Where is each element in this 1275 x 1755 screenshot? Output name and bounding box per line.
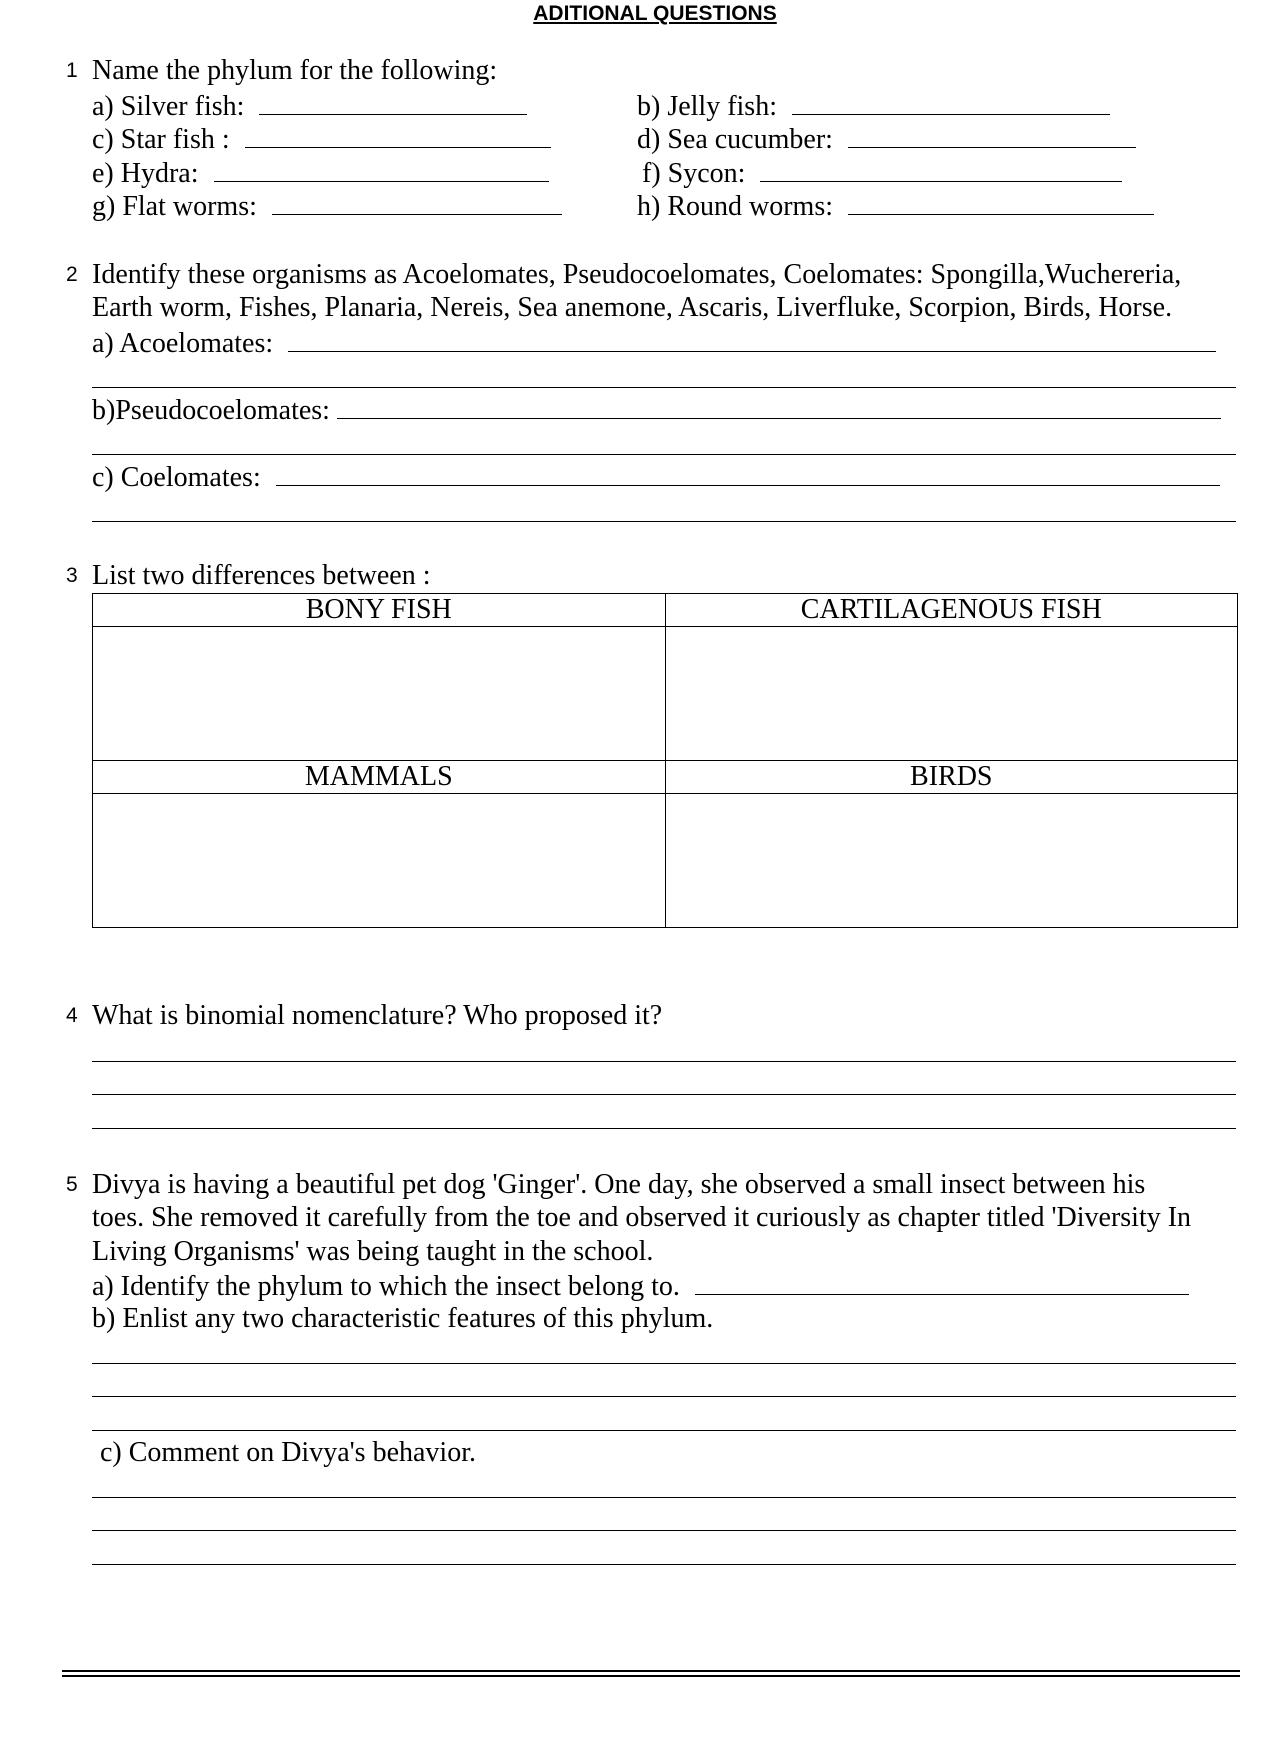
item-label: g) Flat worms: — [92, 191, 257, 222]
answer-blank[interactable] — [214, 155, 549, 182]
item-label: a) Identify the phylum to which the insect belong to. — [92, 1271, 680, 1302]
answer-line[interactable] — [92, 1564, 1236, 1565]
item-label: c) Coelomates: — [92, 462, 261, 493]
column-header: CARTILAGENOUS FISH — [665, 594, 1238, 627]
footer-double-rule — [62, 1670, 1240, 1672]
answer-blank[interactable] — [337, 392, 1221, 419]
question-prompt: Name the phylum for the following: — [92, 55, 498, 86]
differences-table — [92, 593, 1238, 928]
page-title: ADITIONAL QUESTIONS — [533, 2, 777, 25]
question-text-line: Identify these organisms as Acoelomates, Pseudocoelomates, Coelomates: Spongilla,Wuchereria, — [92, 259, 1182, 290]
answer-line[interactable] — [92, 1128, 1236, 1129]
q5-part-a — [92, 1268, 1189, 1304]
q2-part-c — [92, 459, 1220, 495]
question-prompt: What is binomial nomenclature? Who proposed it? — [92, 1000, 663, 1031]
question-number: 5 — [66, 1173, 78, 1196]
answer-cell[interactable] — [665, 627, 1238, 761]
answer-blank[interactable] — [272, 188, 562, 215]
item-label: h) Round worms: — [637, 191, 833, 222]
question-text-line: Divya is having a beautiful pet dog 'Ginger'. One day, she observed a small insect between his — [92, 1169, 1146, 1200]
answer-cell[interactable] — [93, 794, 666, 928]
answer-line[interactable] — [92, 1061, 1236, 1062]
item-label: d) Sea cucumber: — [637, 124, 833, 155]
question-text-line: Living Organisms' was being taught in the school. — [92, 1236, 654, 1267]
q2-part-b — [92, 392, 1221, 428]
answer-cell[interactable] — [665, 794, 1238, 928]
item-label: b)Pseudocoelomates: — [92, 395, 330, 426]
question-text-line: toes. She removed it carefully from the toe and observed it curiously as chapter titled 'Diversity In — [92, 1202, 1192, 1233]
q5-part-c: c) Comment on Divya's behavior. — [100, 1437, 476, 1468]
answer-blank[interactable] — [792, 88, 1110, 115]
answer-line[interactable] — [92, 1363, 1236, 1364]
answer-blank[interactable] — [848, 121, 1136, 148]
question-text-line: Earth worm, Fishes, Planaria, Nereis, Sea anemone, Ascaris, Liverfluke, Scorpion, Birds, Horse. — [92, 292, 1173, 323]
answer-blank[interactable] — [760, 155, 1122, 182]
q1-item-g — [92, 188, 562, 224]
question-number: 3 — [66, 564, 78, 587]
answer-cell[interactable] — [93, 627, 666, 761]
answer-line[interactable] — [92, 454, 1236, 455]
q1-item-b — [637, 88, 1110, 124]
q1-item-d — [637, 121, 1136, 157]
table-row — [93, 794, 1238, 928]
item-label: a) Silver fish: — [92, 91, 245, 122]
table-header-row — [93, 594, 1238, 627]
answer-blank[interactable] — [288, 325, 1216, 352]
answer-line[interactable] — [92, 521, 1236, 522]
question-number: 4 — [66, 1004, 78, 1027]
table-row — [93, 627, 1238, 761]
answer-line[interactable] — [92, 1497, 1236, 1498]
q2-part-a — [92, 325, 1216, 361]
answer-blank[interactable] — [848, 188, 1154, 215]
item-label: a) Acoelomates: — [92, 328, 274, 359]
question-number: 1 — [66, 59, 78, 82]
answer-blank[interactable] — [259, 88, 527, 115]
q1-item-f — [642, 155, 1122, 191]
item-label: c) Star fish : — [92, 124, 230, 155]
question-number: 2 — [66, 263, 78, 286]
q1-item-h — [637, 188, 1154, 224]
item-label: f) Sycon: — [642, 158, 746, 189]
q5-part-b: b) Enlist any two characteristic features of this phylum. — [92, 1303, 714, 1334]
q1-item-c — [92, 121, 551, 157]
answer-blank[interactable] — [695, 1268, 1189, 1295]
column-header: MAMMALS — [93, 761, 666, 794]
footer-double-rule — [62, 1675, 1240, 1677]
table-header-row — [93, 761, 1238, 794]
answer-line[interactable] — [92, 1530, 1236, 1531]
question-prompt: List two differences between : — [92, 560, 431, 591]
answer-blank[interactable] — [245, 121, 551, 148]
answer-blank[interactable] — [276, 459, 1220, 486]
column-header: BONY FISH — [93, 594, 666, 627]
answer-line[interactable] — [92, 1430, 1236, 1431]
answer-line[interactable] — [92, 1094, 1236, 1095]
item-label: e) Hydra: — [92, 158, 199, 189]
answer-line[interactable] — [92, 387, 1236, 388]
answer-line[interactable] — [92, 1396, 1236, 1397]
column-header: BIRDS — [665, 761, 1238, 794]
item-label: b) Jelly fish: — [637, 91, 777, 122]
q1-item-a — [92, 88, 527, 124]
q1-item-e — [92, 155, 549, 191]
